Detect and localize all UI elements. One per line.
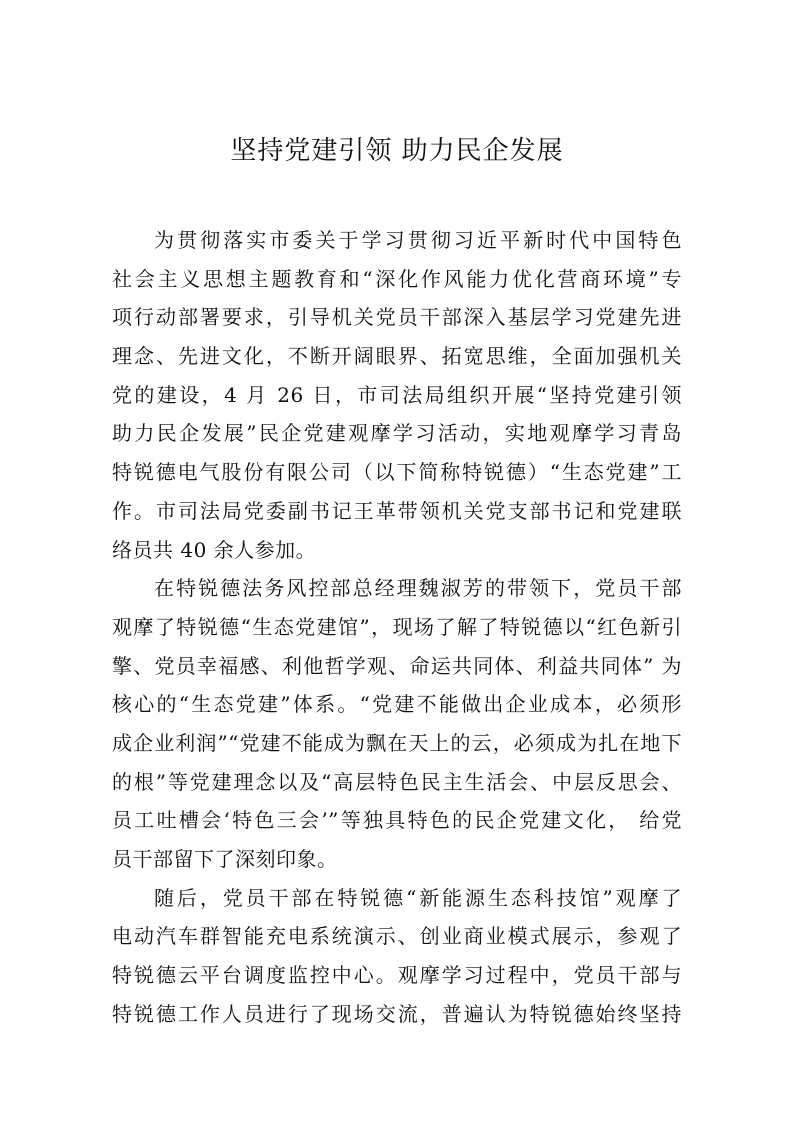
article-body	[112, 221, 682, 1033]
text-line: 特锐德工作人员进行了现场交流，普遍认为特锐德始终坚持	[112, 1001, 682, 1026]
text-line: 特锐德电气股份有限公司（以下简称特锐德）“生态党建”工	[112, 460, 682, 485]
text-line: 络员共 40 余人参加。	[112, 537, 317, 562]
text-line: 理念、先进文化，不断开阔眼界、拓宽思维，全面加强机关	[112, 344, 682, 369]
text-line: 在特锐德法务风控部总经理魏淑芳的带领下，党员干部	[154, 576, 682, 601]
text-line: 员工吐槽会‘特色三会’”等独具特色的民企党建文化， 给党	[112, 808, 682, 833]
text-line: 擎、党员幸福感、利他哲学观、命运共同体、利益共同体” 为	[112, 653, 682, 678]
text-line: 项行动部署要求，引导机关党员干部深入基层学习党建先进	[112, 305, 682, 330]
text-line: 作。市司法局党委副书记王革带领机关党支部书记和党建联	[112, 498, 682, 523]
text-line: 电动汽车群智能充电系统演示、创业商业模式展示，参观了	[112, 924, 682, 949]
text-line: 党的建设，4 月 26 日，市司法局组织开展“坚持党建引领	[112, 382, 682, 407]
text-line: 特锐德云平台调度监控中心。观摩学习过程中，党员干部与	[112, 963, 682, 988]
text-line: 员干部留下了深刻印象。	[112, 847, 338, 871]
text-line: 成企业利润”“党建不能成为飘在天上的云，必须成为扎在地下	[112, 730, 682, 755]
text-line: 核心的“生态党建”体系。“党建不能做出企业成本，必须形	[112, 692, 682, 717]
text-line: 的根”等党建理念以及“高层特色民主生活会、中层反思会、	[112, 769, 682, 794]
text-line: 随后，党员干部在特锐德“新能源生态科技馆”观摩了	[154, 885, 682, 910]
text-line: 社会主义思想主题教育和“深化作风能力优化营商环境”专	[112, 266, 682, 291]
text-line: 观摩了特锐德“生态党建馆”，现场了解了特锐德以“红色新引	[112, 614, 682, 639]
text-line: 为贯彻落实市委关于学习贯彻习近平新时代中国特色	[154, 228, 682, 252]
text-line: 助力民企发展”民企党建观摩学习活动，实地观摩学习青岛	[112, 421, 682, 446]
page-title: 坚持党建引领 助力民企发展	[230, 136, 564, 166]
